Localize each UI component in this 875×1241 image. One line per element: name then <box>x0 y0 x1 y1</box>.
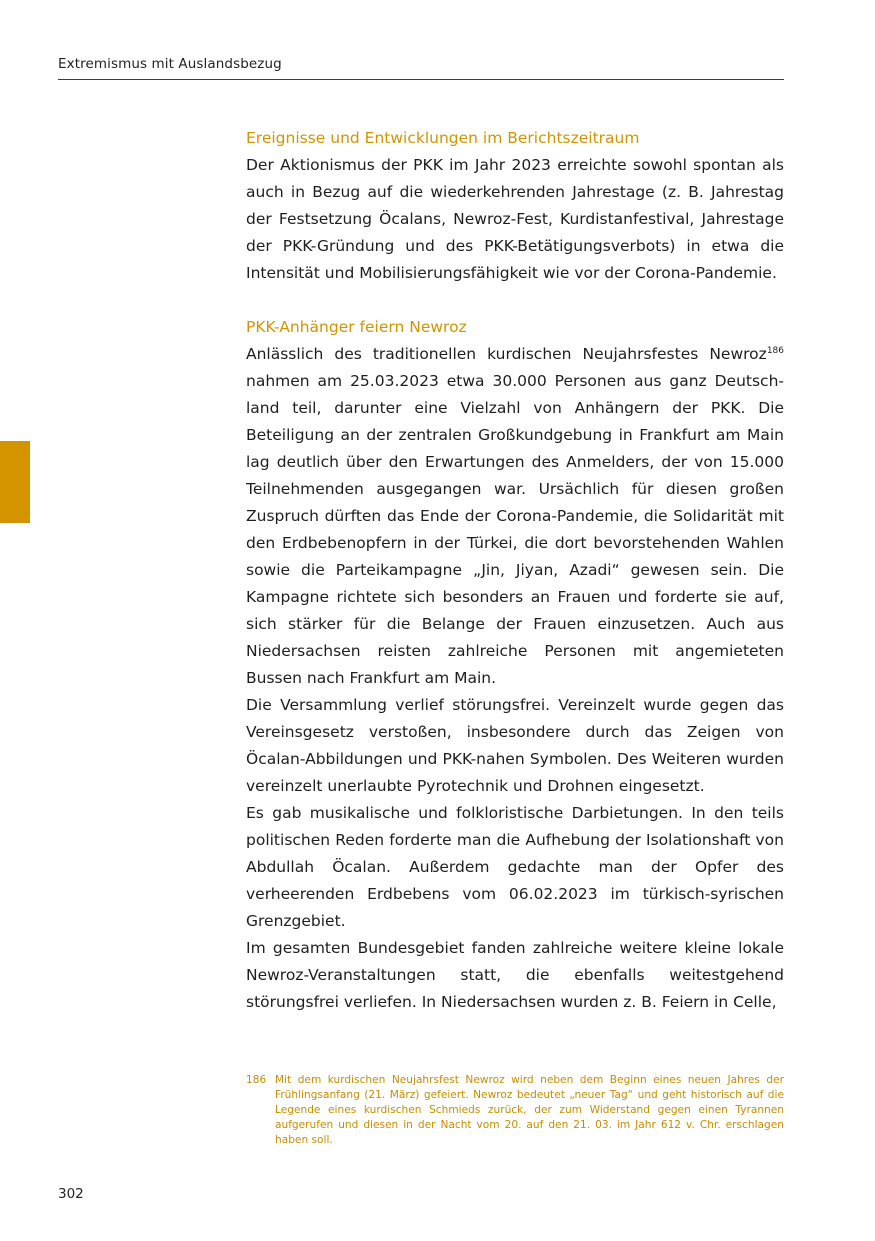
footnote-number: 186 <box>246 1074 267 1086</box>
newroz-paragraph-3: Es gab musikalische und folkloristische Darbietungen. In den teils politischen Reden forderte man die Aufhebung der Isolationshaft von Abdullah Öcalan. Außerdem gedachte man der Opfer des verheerenden Erdbebens vom 06.02.2023 im türkisch-syrischen Grenzgebiet. <box>246 804 784 930</box>
page-number: 302 <box>58 1186 84 1202</box>
running-header: Extremismus mit Auslandsbezug <box>58 56 282 72</box>
newroz-paragraph-4: Im gesamten Bundesgebiet fanden zahlreiche weitere kleine lokale Newroz-Veranstaltungen statt, die ebenfalls weitestgehend störungsfrei verliefen. In Niedersachsen wurden z. B. Feiern in Celle, <box>246 939 784 1011</box>
section-heading-newroz: PKK-Anhänger feiern Newroz <box>246 318 467 336</box>
newroz-paragraph-2: Die Versammlung verlief störungsfrei. Vereinzelt wurde gegen das Vereinsgesetz verstoßen, insbesondere durch das Zeigen von Öcalan-Abbildungen und PKK-nahen Symbolen. Des Weiteren wurden vereinzelt unerlaubte Pyrotechnik und Drohnen eingesetzt. <box>246 696 784 795</box>
section-paragraph-events: Der Aktionismus der PKK im Jahr 2023 erreichte sowohl spontan als auch in Bezug auf die wiederkehrenden Jahrestage (z. B. Jahrestag der Festsetzung Öcalans, Newroz-Fest, Kurdistanfestival, Jahrestage der PKK-Gründung und des PKK-Betätigungsverbots) in etwa die Intensität und Mobilisierungsfähigkeit wie vor der Corona-Pandemie. <box>246 156 784 282</box>
newroz-paragraph-1-rest: nahmen am 25.03.2023 etwa 30.000 Personen aus ganz Deutschland teil, darunter eine Vielzahl von Anhängern der PKK. Die Beteiligung an der zentralen Großkundgebung in Frankfurt am Main lag deutlich über den Erwartungen des Anmelders, der von 15.000 Teilnehmenden ausgegangen war. Ursächlich für diesen großen Zuspruch dürften das Ende der Corona-Pandemie, die Solidarität mit den Erdbebenopfern in der Türkei, die dort bevorstehenden Wahlen sowie die Parteikampagne „Jin, Jiyan, Azadi“ gewesen sein. Die Kampagne richtete sich besonders an Frauen und forderte sie auf, sich stärker für die Belange der Frauen einzusetzen. Auch aus Niedersachsen reisten zahlreiche Personen mit angemieteten Bussen nach Frankfurt am Main. <box>246 372 784 687</box>
chapter-tab-marker <box>0 441 30 523</box>
footnote <box>246 1073 784 1148</box>
header-divider <box>58 79 784 80</box>
footnote-reference[interactable]: 186 <box>766 346 784 356</box>
newroz-paragraph-1 <box>246 341 784 692</box>
main-content <box>246 125 784 1016</box>
section-heading-events: Ereignisse und Entwicklungen im Berichtszeitraum <box>246 129 640 147</box>
footnote-text: Mit dem kurdischen Neujahrsfest Newroz wird neben dem Beginn eines neuen Jahres der Frühlingsanfang (21. März) gefeiert. Newroz bedeutet „neuer Tag“ und geht historisch auf die Legende eines kurdischen Schmieds zurück, der zum Widerstand gegen einen Tyrannen aufgerufen und diesen in der Nacht vom 20. auf den 21. 03. im Jahr 612 v. Chr. erschlagen haben soll. <box>275 1074 784 1146</box>
section-spacer <box>246 287 784 314</box>
newroz-paragraph-1-start: Anlässlich des traditionellen kurdischen Neujahrsfestes Newroz <box>246 345 767 363</box>
